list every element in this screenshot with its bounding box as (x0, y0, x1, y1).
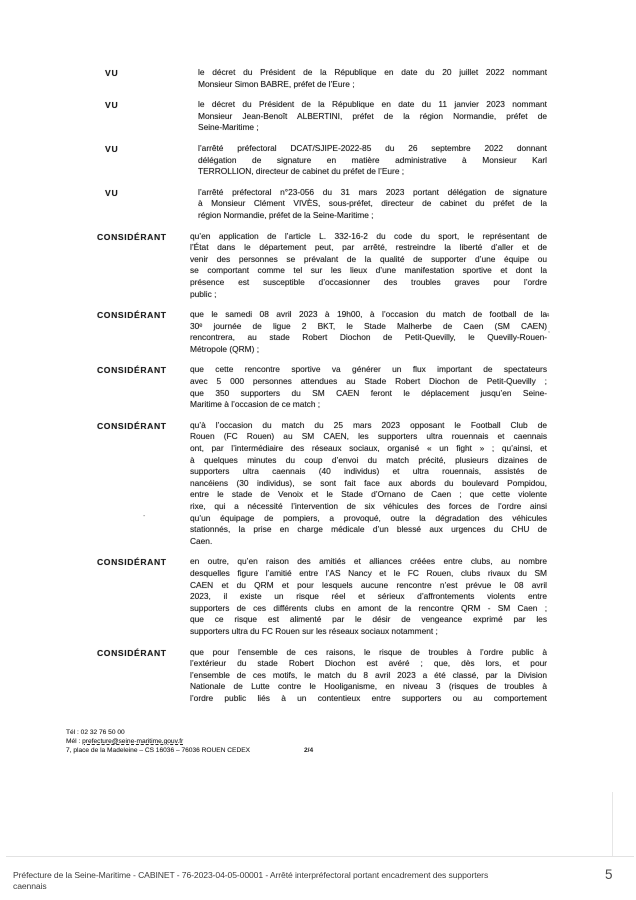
paragraph-line: Métropole (QRM) ; (190, 343, 259, 354)
paragraph-line: région Normandie, préfet de la Seine-Maritime ; (198, 209, 374, 220)
scan-artifact-right-2: , (548, 327, 550, 334)
paragraph-line: Monsieur Simon BABRE, préfet de l’Eure ; (198, 78, 355, 89)
paragraph-line: entre le stade de Venoix et le Stade d’Ornano de Caen ; que cette violente (190, 489, 547, 500)
paragraph-line: avec 5 000 personnes attendues au Stade Robert Diochon de Petit-Quevilly ; (190, 376, 547, 387)
paragraph-label: VU (105, 143, 119, 154)
paragraph-line: venir des personnes se prévalant de la qualité de supporter d’une équipe ou (190, 253, 547, 264)
decree-paragraph (97, 647, 547, 705)
paragraph-label: CONSIDÉRANT (97, 647, 167, 658)
paragraph-label: CONSIDÉRANT (97, 310, 167, 321)
paragraph-text (198, 67, 547, 90)
paragraph-line: l’État dans le département peut, par arrêté, restreindre la liberté d’aller et de (190, 242, 547, 253)
pdf-footer-reference-line1: Préfecture de la Seine-Maritime - CABINET - 76-2023-04-05-00001 - Arrêté interpréfectoral portant encadrement des supporters (13, 870, 489, 880)
paragraph-line: supporters ultra caennais (40 individus) et ultra rouennais, assistés de (190, 466, 547, 477)
paragraph-line: que le samedi 08 avril 2023 à 19h00, à l’occasion du match de football de la (190, 309, 547, 320)
contact-email-label: Mél : (66, 737, 83, 745)
paragraph-line: CAEN et du QRM et pour lesquels aucune rencontre n’est prévue le 08 avril (190, 579, 547, 590)
pdf-footer-reference-line2: caennais (13, 881, 47, 892)
decree-paragraph (97, 231, 547, 301)
paragraph-text (198, 99, 547, 134)
paragraph-line: ont, par l’intermédiaire des réseaux sociaux, organisé « un fight » ; qu’ainsi, et (190, 443, 547, 454)
paragraph-label: CONSIDÉRANT (97, 365, 167, 376)
paragraph-text (198, 187, 547, 222)
paragraph-line: que 350 supporters du SM CAEN feront le déplacement jusqu’en Seine- (190, 387, 547, 398)
paragraph-line: desquelles figure l’amitié entre l’AS Nancy et le FC Rouen, clubs rivaux du SM (190, 567, 547, 578)
paragraph-line: le décret du Président de la République en date du 20 juillet 2022 nommant (198, 67, 547, 77)
paragraph-line: l’ensemble de ces motifs, le match du 8 avril 2023 a été classé, par la Division (190, 669, 547, 680)
decree-paragraph (97, 556, 547, 637)
paragraph-text (190, 231, 547, 301)
paragraph-line: délégation de signature en matière administrative à Monsieur Karl (198, 154, 547, 165)
paragraph-line: 2023, il existe un risque réel et sérieux d’affrontements violents entre (190, 591, 547, 602)
contact-phone: Tél : 02 32 76 50 00 (66, 729, 125, 736)
pdf-page-number: 5 (605, 867, 613, 882)
scan-artifact-right-1: 4 (546, 313, 550, 319)
paragraph-line: se comportant comme tel sur les lieux d’une manifestation sportive et dont la (190, 265, 547, 276)
paragraph-label: VU (105, 100, 119, 111)
paragraph-text (190, 556, 547, 637)
paragraph-line: que ce risque est alimenté par le désir de vengeance exprimé par les (190, 614, 547, 625)
paragraph-text (190, 309, 550, 355)
scan-artifact-left: - (143, 513, 146, 520)
paragraph-label: CONSIDÉRANT (97, 231, 167, 242)
paragraph-line: présence est susceptible d’occasionner des troubles graves pour l’ordre (190, 276, 547, 287)
paragraph-line: Rouen (FC Rouen) au SM CAEN, les supporters ultra rouennais et caennais (190, 431, 547, 442)
contact-email (66, 738, 250, 747)
paragraph-line: public ; (190, 288, 217, 299)
paragraph-line: Seine-Maritime ; (198, 122, 259, 133)
paragraph-label: CONSIDÉRANT (97, 557, 167, 568)
paragraph-text (190, 420, 547, 548)
paragraph-line: qu’un équipage de pompiers, a provoqué, outre la dégradation des véhicules (190, 512, 547, 523)
decree-paragraph (97, 143, 547, 178)
paragraph-line: que pour l’ensemble de ces raisons, le risque de troubles à l’ordre public à (190, 646, 547, 657)
paragraph-line: le décret du Président de la République en date du 11 janvier 2023 nommant (198, 99, 547, 110)
paragraph-text (190, 364, 547, 410)
contact-address: 7, place de la Madeleine – CS 16036 – 76036 ROUEN CEDEX (66, 746, 251, 754)
paragraph-line: Caen. (190, 535, 213, 546)
sheet-page-marker: 2/4 (304, 747, 314, 754)
paragraph-text (190, 647, 547, 705)
decree-paragraph (97, 99, 547, 134)
decree-paragraph (97, 309, 550, 355)
paragraph-line: rixe, qui a nécessité l’intervention de six véhicules des forces de l’ordre ainsi (190, 501, 547, 511)
paragraph-line: à Monsieur Clément VIVÈS, sous-préfet, directeur de cabinet du préfet de la (198, 198, 547, 209)
document-paragraphs (97, 67, 550, 714)
paragraph-line: Nationale de Lutte contre le Hooliganisme, en niveau 3 (risques de troubles à (190, 681, 547, 692)
paragraph-line: 30ᵉ journée de ligue 2 BKT, le Stade Malherbe de Caen (SM CAEN) (190, 320, 547, 331)
paragraph-line: rencontrera, au stade Robert Diochon de Petit-Quevilly, le Quevilly-Rouen- (190, 332, 547, 343)
paragraph-line: qu’à l’occasion du match du 25 mars 2023 opposant le Football Club de (190, 419, 547, 430)
decree-paragraph (97, 187, 547, 222)
paragraph-line: qu’en application de l’article L. 332-16-2 du code du sport, le représentant de (190, 230, 547, 241)
paragraph-line: Monsieur Jean-Benoît ALBERTINI, préfet de la région Normandie, préfet de (198, 110, 547, 121)
paragraph-line: l’ordre public liés à un contentieux entre supporters ou au comportement (190, 692, 547, 703)
paragraph-line: l’extérieur du stade Robert Diochon est avéré ; que, dès lors, et pour (190, 658, 547, 669)
scan-bottom-edge (6, 856, 634, 857)
paragraph-text (198, 143, 547, 178)
paragraph-line: à quelques minutes du coup d’envoi du match précité, plusieurs dizaines de (190, 454, 547, 465)
paragraph-line: nancéiens (30 individus), se sont fait face aux abords du boulevard Pompidou, (190, 477, 547, 488)
contact-block (66, 729, 250, 755)
paragraph-line: supporters de ces différents clubs en amont de la rencontre QRM - SM Caen ; (190, 602, 547, 613)
pdf-footer-reference (13, 870, 573, 893)
paragraph-label: CONSIDÉRANT (97, 420, 167, 431)
scan-right-edge (612, 792, 613, 856)
contact-email-address: prefecture@seine-maritime.gouv.fr (82, 737, 184, 745)
decree-paragraph (97, 364, 547, 410)
paragraph-line: stationnés, la prise en charge médicale d’un blessé aux urgences du CHU de (190, 524, 547, 535)
paragraph-line: en outre, qu’en raison des amitiés et alliances créées entre clubs, au nombre (190, 556, 547, 567)
decree-paragraph (97, 420, 547, 548)
paragraph-label: VU (105, 187, 119, 198)
decree-paragraph (97, 67, 547, 90)
paragraph-line: l’arrêté préfectoral DCAT/SJIPE-2022-85 du 26 septembre 2022 donnant (198, 142, 547, 153)
paragraph-line: que cette rencontre sportive va générer un flux important de spectateurs (190, 364, 547, 375)
paragraph-line: l’arrêté préfectoral n°23-056 du 31 mars 2023 portant délégation de signature (198, 186, 547, 197)
paragraph-label: VU (105, 68, 119, 78)
paragraph-line: supporters ultra du FC Rouen sur les réseaux sociaux notamment ; (190, 625, 438, 636)
paragraph-line: TERROLLION, directeur de cabinet du préfet de l’Eure ; (198, 166, 405, 177)
paragraph-line: Maritime à l’occasion de ce match ; (190, 399, 321, 410)
